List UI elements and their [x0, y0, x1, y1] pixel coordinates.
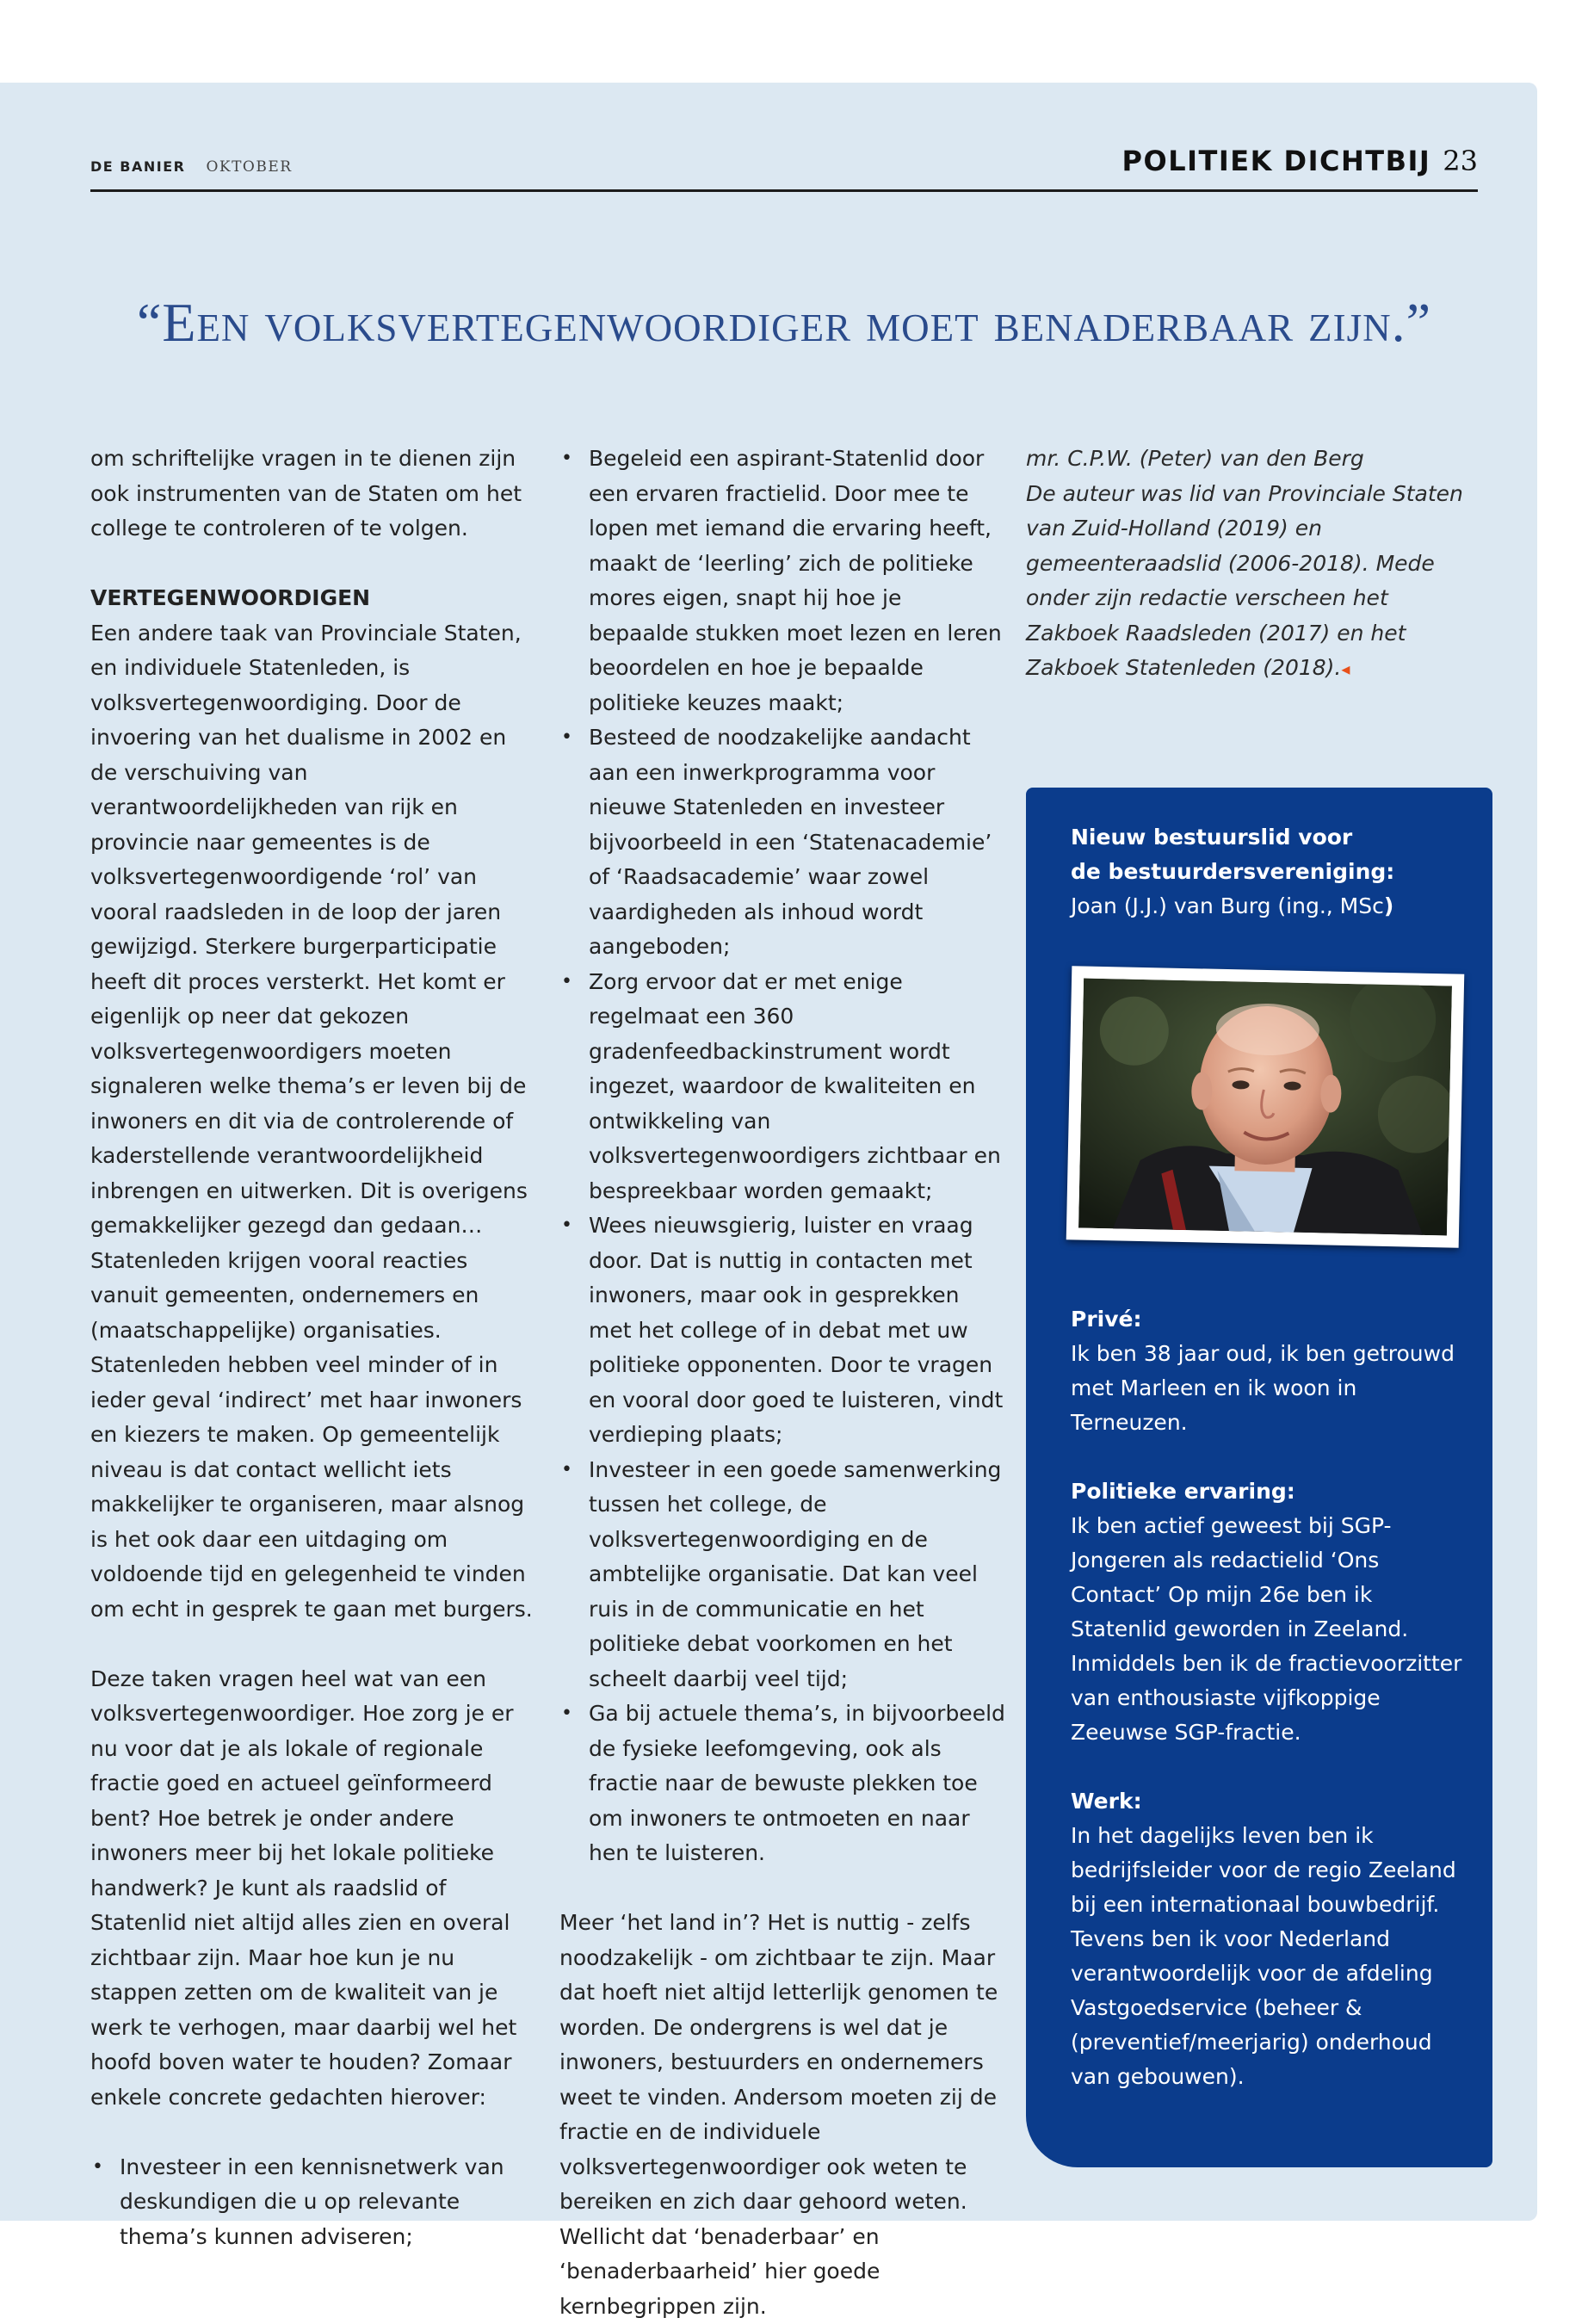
list-item: • Wees nieuwsgierig, luister en vraag door. Dat is nuttig in contacten met inwoners, maar ook in gesprekken met het college of in debat met uw politieke opponenten. Door te vragen en vooral door goed te luisteren, vindt verdieping plaats;: [559, 1208, 1007, 1453]
header-left: [90, 158, 293, 176]
ervaring-label: Politieke ervaring:: [1071, 1479, 1295, 1504]
list-item: • Zorg ervoor dat er met enige regelmaat een 360 gradenfeedbackinstrument wordt ingezet, waardoor de kwaliteiten en ontwikkeling van volksvertegenwoordigers zichtbaar en bespreekbaar worden gemaakt;: [559, 965, 1007, 1209]
author-name: mr. C.P.W. (Peter) van den Berg: [1026, 446, 1364, 471]
list-item: • Besteed de noodzakelijke aandacht aan een inwerkprogramma voor nieuwe Statenleden en investeer bijvoorbeeld in een ‘Statenacademie’ of ‘Raadsacademie’ waar zowel vaardigheden als inhoud wordt aangeboden;: [559, 720, 1007, 965]
list-item: • Ga bij actuele thema’s, in bijvoorbeeld de fysieke leefomgeving, ook als fractie naar de bewuste plekken toe om inwoners te ontmoeten en naar hen te luisteren.: [559, 1697, 1007, 1871]
section-heading: VERTEGENWOORDIGEN: [90, 585, 371, 610]
article-column-2: [559, 442, 1007, 2324]
member-name-close: ): [1383, 893, 1394, 918]
bullet-list: [90, 2150, 538, 2255]
issue-month: OKTOBER: [206, 158, 293, 176]
new-board-member-box: [1026, 788, 1492, 2167]
bullet-list: [559, 442, 1007, 1871]
paragraph: om schriftelijke vragen in te dienen zijn ook instrumenten van de Staten om het college te controleren of te volgen.: [90, 446, 522, 541]
author-bio: [1026, 477, 1474, 687]
magazine-name: DE BANIER: [90, 158, 186, 175]
paragraph: Een andere taak van Provinciale Staten, en individuele Statenleden, is volksvertegenwoordiging. Door de invoering van het dualisme in 2002 en de verschuiving van verantwoordelijkheden van rijk en provincie naar gemeentes is de volksvertegenwoordigende ‘rol’ van vooral raadsleden in de loop der jaren gewijzigd. Sterkere burgerparticipatie heeft dit proces versterkt. Het komt er eigenlijk op neer dat gekozen volksvertegenwoordigers moeten signaleren welke thema’s er leven bij de inwoners en dit via de controlerende of kaderstellende verantwoordelijkheid inbrengen en uitwerken. Dit is overigens gemakkelijker gezegd dan gedaan… Statenleden krijgen vooral reacties vanuit gemeenten, ondernemers en (maatschappelijke) organisaties. Statenleden hebben veel minder of in ieder geval ‘indirect’ met haar inwoners en kiezers te maken. Op gemeentelijk niveau is dat contact wellicht iets makkelijker te organiseren, maar alsnog is het ook daar een uitdaging om voldoende tijd en gelegenheid te vinden om echt in gesprek te gaan met burgers.: [90, 620, 533, 1622]
prive-text: Ik ben 38 jaar oud, ik ben getrouwd met Marleen en ik woon in Terneuzen.: [1071, 1341, 1455, 1435]
end-mark-icon: ◂: [1341, 658, 1350, 679]
box-title-line-1: Nieuw bestuurslid voor: [1071, 825, 1353, 850]
werk-text: In het dagelijks leven ben ik bedrijfsleider voor de regio Zeeland bij een internationaal bouwbedrijf. Tevens ben ik voor Nederland verantwoordelijk voor de afdeling Vastgoedservice (beheer & (preventief/meerjarig) onderhoud van gebouwen).: [1071, 1823, 1456, 2089]
author-note: [1026, 442, 1474, 687]
member-name: [1071, 889, 1475, 924]
page-number: 23: [1443, 145, 1478, 177]
paragraph: Deze taken vragen heel wat van een volksvertegenwoordiger. Hoe zorg je er nu voor dat je als lokale of regionale fractie goed en actueel geïnformeerd bent? Hoe betrek je onder andere inwoners meer bij het lokale politieke handwerk? Je kunt als raadslid of Statenlid niet altijd alles zien en overal zichtbaar zijn. Maar hoe kun je nu stappen zetten om de kwaliteit van je werk te verhogen, maar daarbij wel het hoofd boven water te houden? Zomaar enkele concrete gedachten hierover:: [90, 1666, 517, 2110]
page-header: [90, 145, 1478, 192]
werk-label: Werk:: [1071, 1789, 1142, 1814]
ervaring-text: Ik ben actief geweest bij SGP-Jongeren als redactielid ‘Ons Contact’ Op mijn 26e ben ik Statenlid geworden in Zeeland. Inmiddels ben ik de fractievoorzitter van enthousiaste vijfkoppige Zeeuwse SGP-fractie.: [1071, 1513, 1462, 1745]
prive-label: Privé:: [1071, 1307, 1142, 1332]
member-details: [1071, 1302, 1475, 2094]
member-name-text: Joan (J.J.) van Burg (ing., MSc: [1071, 893, 1384, 918]
list-item: • Investeer in een kennisnetwerk van deskundigen die u op relevante thema’s kunnen adviseren;: [90, 2150, 538, 2255]
header-right: [1122, 145, 1478, 177]
pull-quote: “Een volksvertegenwoordiger moet benaderbaar zijn.”: [136, 292, 1432, 353]
box-title-line-2: de bestuurdersvereniging:: [1071, 859, 1395, 884]
paragraph: Meer ‘het land in’? Het is nuttig - zelfs noodzakelijk - om zichtbaar te zijn. Maar dat hoeft niet altijd letterlijk genomen te worden. De ondergrens is wel dat je inwoners, bestuurders en ondernemers weet te vinden. Andersom moeten zij de fractie en de individuele volksvertegenwoordiger ook weten te bereiken en zich daar gehoord weten. Wellicht dat ‘benaderbaar’ en ‘benaderbaarheid’ hier goede kernbegrippen zijn.: [559, 1910, 998, 2319]
article-column-1: [90, 442, 538, 2254]
list-item: • Investeer in een goede samenwerking tussen het college, de volksvertegenwoordiging en de ambtelijke organisatie. Dat kan veel ruis in de communicatie en het politieke debat voorkomen en het scheelt daarbij veel tijd;: [559, 1453, 1007, 1697]
portrait-image: [1078, 979, 1452, 1236]
member-photo: [1066, 966, 1465, 1247]
list-item: • Begeleid een aspirant-Statenlid door een ervaren fractielid. Door mee te lopen met iemand die ervaring heeft, maakt de ‘leerling’ zich de politieke mores eigen, snapt hij hoe je bepaalde stukken moet lezen en leren beoordelen en hoe je bepaalde politieke keuzes maakt;: [559, 442, 1007, 720]
box-intro: [1071, 820, 1475, 924]
section-title: POLITIEK DICHTBIJ: [1121, 145, 1431, 177]
author-bio-text: De auteur was lid van Provinciale Staten van Zuid-Holland (2019) en gemeenteraadslid (2006-2018). Mede onder zijn redactie verscheen het Zakboek Raadsleden (2017) en het Zakboek Statenleden (2018).: [1026, 480, 1463, 680]
